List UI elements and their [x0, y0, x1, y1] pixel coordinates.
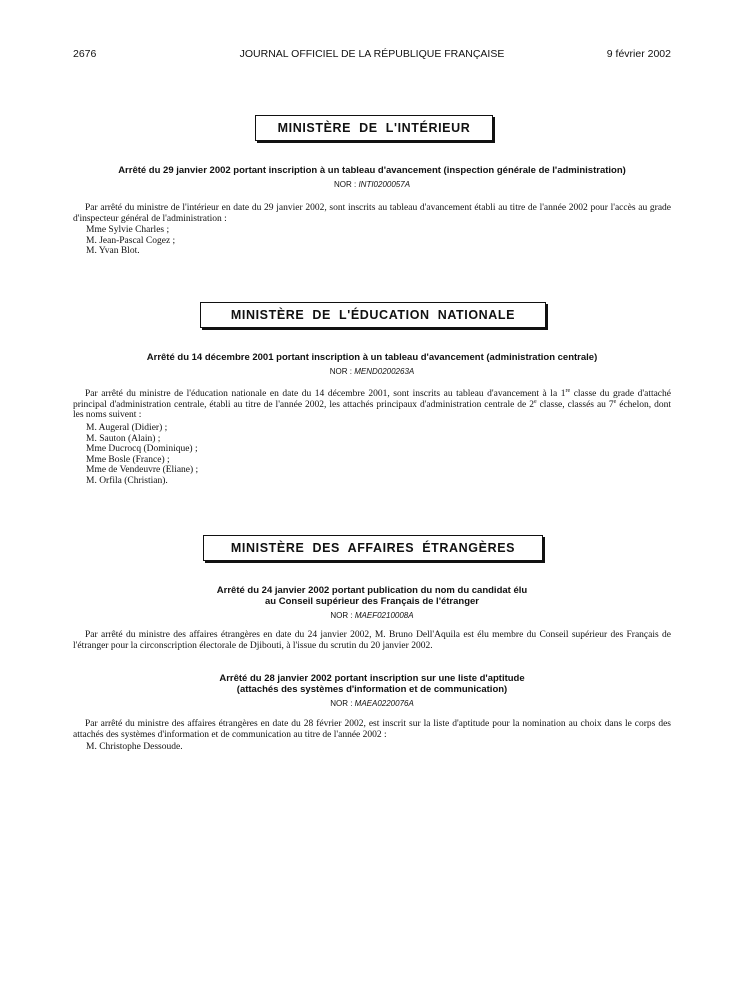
arrete-title — [73, 673, 671, 695]
arrete-title-line: Arrêté du 28 janvier 2002 portant inscription sur une liste d'aptitude — [219, 673, 525, 684]
body-text: échelon, dont les noms suivent : — [73, 399, 672, 420]
nor-code: INTI0200057A — [358, 180, 411, 189]
nor-reference — [73, 699, 671, 709]
list-item: M. Christophe Dessoude. — [86, 742, 183, 752]
page-number: 2676 — [73, 48, 97, 60]
arrete-title — [73, 165, 671, 176]
ordinal-suffix: e — [533, 398, 537, 405]
nor-reference — [73, 180, 671, 190]
ministry-heading-education: MINISTÈRE DE L'ÉDUCATION NATIONALE — [200, 302, 546, 328]
list-item: Mme de Vendeuvre (Eliane) ; — [86, 465, 199, 475]
nor-label: NOR : — [330, 611, 353, 620]
arrete-body: Par arrêté du ministre des affaires étrangères en date du 28 février 2002, est inscrit sur la liste d'aptitude pour la nomination au choix dans le corps des attachés des systèmes d'information et de communication au titre de l'année 2002 : — [73, 719, 671, 740]
nor-code: MAEA0220076A — [354, 699, 414, 708]
nor-reference — [73, 367, 671, 377]
body-text: classe, classés au 7 — [536, 399, 614, 410]
names-list — [86, 423, 646, 486]
list-item: M. Orfila (Christian). — [86, 475, 168, 486]
arrete-body — [73, 389, 671, 421]
nor-label: NOR : — [333, 180, 357, 189]
nor-code: MAEF0210008A — [354, 611, 414, 620]
list-item: M. Sauton (Alain) ; — [86, 433, 161, 444]
ministry-heading-affaires-etrangeres: MINISTÈRE DES AFFAIRES ÉTRANGÈRES — [203, 535, 543, 561]
nor-reference — [73, 611, 671, 621]
names-list — [86, 742, 646, 753]
list-item: Mme Sylvie Charles ; — [86, 225, 170, 235]
ministry-heading-interieur: MINISTÈRE DE L'INTÉRIEUR — [255, 115, 493, 141]
arrete-title-line: Arrêté du 29 janvier 2002 portant inscription à un tableau d'avancement (inspection générale de l'administration) — [118, 165, 626, 176]
nor-label: NOR : — [329, 367, 352, 376]
list-item: M. Jean-Pascal Cogez ; — [86, 235, 176, 246]
list-item: M. Yvan Blot. — [86, 246, 140, 256]
arrete-title-line: (attachés des systèmes d'information et de communication) — [236, 684, 508, 695]
arrete-title-line: au Conseil supérieur des Français de l'étranger — [265, 596, 479, 607]
nor-code: MEND0200263A — [354, 367, 415, 376]
arrete-body: Par arrêté du ministre de l'intérieur en date du 29 janvier 2002, sont inscrits au tableau d'avancement établi au titre de l'année 2002 pour l'accès au grade d'inspecteur général de l'administration : — [73, 203, 671, 224]
names-list — [86, 225, 646, 257]
arrete-body: Par arrêté du ministre des affaires étrangères en date du 24 janvier 2002, M. Bruno Dell'Aquila est élu membre du Conseil supérieur des Français de l'étranger pour la circonscription électorale de Djibouti, à l'issue du scrutin du 20 janvier 2002. — [73, 630, 671, 651]
page-header — [73, 48, 671, 64]
nor-label: NOR : — [330, 699, 353, 708]
list-item: M. Augeral (Didier) ; — [86, 423, 168, 433]
body-text: classe du grade d'attaché principal d'administration centrale, établi au titre de l'année 2002, les attachés principaux d'administration centrale de 2 — [73, 389, 671, 410]
list-item: Mme Bosle (France) ; — [86, 454, 170, 465]
list-item: Mme Ducrocq (Dominique) ; — [86, 444, 198, 454]
ordinal-suffix: e — [613, 398, 617, 405]
arrete-title — [73, 352, 671, 363]
arrete-title — [73, 585, 671, 607]
journal-title: JOURNAL OFFICIEL DE LA RÉPUBLIQUE FRANÇAISE — [239, 48, 505, 60]
publication-date: 9 février 2002 — [606, 48, 671, 60]
ordinal-suffix: re — [565, 387, 571, 394]
arrete-title-line: Arrêté du 14 décembre 2001 portant inscription à un tableau d'avancement (administration centrale) — [146, 352, 598, 363]
arrete-title-line: Arrêté du 24 janvier 2002 portant publication du nom du candidat élu — [216, 585, 528, 596]
body-text: Par arrêté du ministre de l'éducation nationale en date du 14 décembre 2001, sont inscrits au tableau d'avancement à la 1 — [85, 389, 566, 399]
